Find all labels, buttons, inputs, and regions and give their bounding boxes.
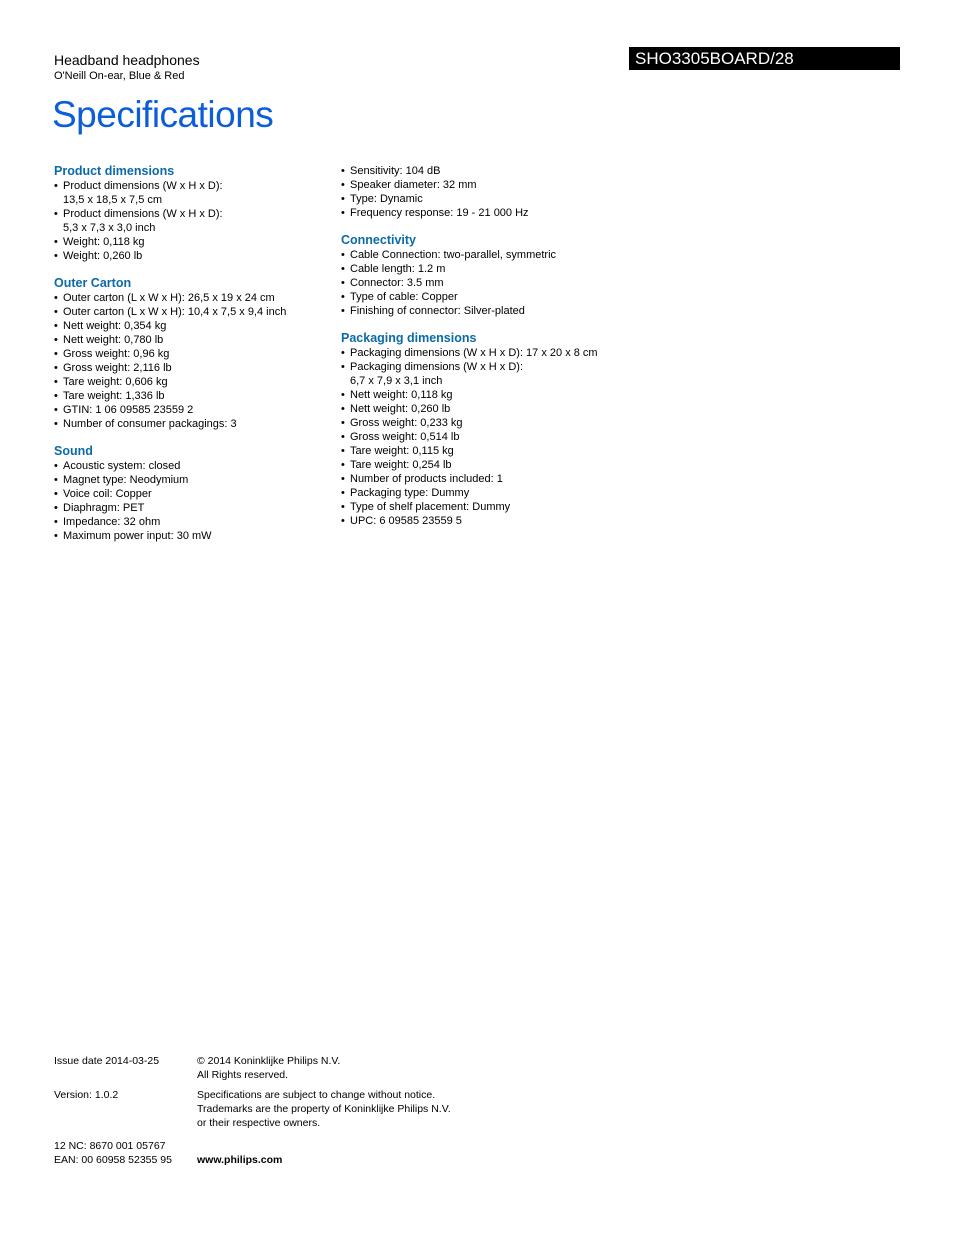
spec-item: • Acoustic system: closed	[54, 459, 329, 473]
spec-item: • GTIN: 1 06 09585 23559 2	[54, 403, 329, 417]
issue-date: Issue date 2014-03-25	[54, 1055, 160, 1067]
spec-section	[341, 331, 641, 528]
spec-item: • Tare weight: 1,336 lb	[54, 389, 329, 403]
page-title: Specifications	[52, 94, 274, 135]
spec-item: • Weight: 0,118 kg	[54, 235, 329, 249]
spec-section	[54, 164, 329, 263]
spec-item: • Number of consumer packagings: 3	[54, 417, 329, 431]
section-title: Sound	[54, 444, 93, 458]
spec-list	[54, 179, 329, 263]
spec-item: • Nett weight: 0,118 kg	[341, 388, 641, 402]
spec-section	[54, 444, 329, 543]
spec-item: • Gross weight: 0,233 kg	[341, 416, 641, 430]
version: Version: 1.0.2	[54, 1089, 119, 1101]
spec-list	[341, 164, 641, 220]
section-title: Product dimensions	[54, 164, 175, 178]
spec-item: • Weight: 0,260 lb	[54, 249, 329, 263]
spec-item: • Sensitivity: 104 dB	[341, 164, 641, 178]
spec-section	[341, 164, 641, 220]
copyright: © 2014 Koninklijke Philips N.V. All Rights reserved.	[197, 1055, 341, 1081]
spec-item: • Magnet type: Neodymium	[54, 473, 329, 487]
spec-item: • Diaphragm: PET	[54, 501, 329, 515]
spec-list	[341, 248, 641, 318]
spec-item: • Type of shelf placement: Dummy	[341, 500, 641, 514]
spec-item: • Cable Connection: two-parallel, symmetric	[341, 248, 641, 262]
spec-item: • UPC: 6 09585 23559 5	[341, 514, 641, 528]
terms-notice: Specifications are subject to change without notice. Trademarks are the property of Koninklijke Philips N.V. or their respective owners.	[197, 1089, 451, 1129]
spec-item: • Nett weight: 0,780 lb	[54, 333, 329, 347]
spec-item: • Gross weight: 2,116 lb	[54, 361, 329, 375]
spec-item: • Maximum power input: 30 mW	[54, 529, 329, 543]
section-title: Outer Carton	[54, 276, 132, 290]
spec-item: • Nett weight: 0,354 kg	[54, 319, 329, 333]
spec-item: • Outer carton (L x W x H): 10,4 x 7,5 x 9,4 inch	[54, 305, 329, 319]
model-number-badge: SHO3305BOARD/28	[629, 47, 900, 70]
spec-list	[341, 346, 641, 528]
spec-list	[54, 459, 329, 543]
spec-column-left	[54, 164, 329, 556]
spec-item: • Outer carton (L x W x H): 26,5 x 19 x 24 cm	[54, 291, 329, 305]
spec-item: • Type of cable: Copper	[341, 290, 641, 304]
spec-item: • Packaging dimensions (W x H x D): 6,7 x 7,9 x 3,1 inch	[341, 360, 641, 388]
spec-item: • Product dimensions (W x H x D): 5,3 x 7,3 x 3,0 inch	[54, 207, 329, 235]
website-link[interactable]: www.philips.com	[197, 1154, 283, 1166]
product-subtitle: O'Neill On-ear, Blue & Red	[54, 70, 185, 82]
spec-item: • Tare weight: 0,115 kg	[341, 444, 641, 458]
spec-item: • Finishing of connector: Silver-plated	[341, 304, 641, 318]
spec-item: • Impedance: 32 ohm	[54, 515, 329, 529]
spec-item: • Connector: 3.5 mm	[341, 276, 641, 290]
spec-item: • Speaker diameter: 32 mm	[341, 178, 641, 192]
spec-section	[341, 233, 641, 318]
spec-item: • Cable length: 1.2 m	[341, 262, 641, 276]
spec-section	[54, 276, 329, 431]
spec-item: • Product dimensions (W x H x D): 13,5 x 18,5 x 7,5 cm	[54, 179, 329, 207]
spec-item: • Type: Dynamic	[341, 192, 641, 206]
spec-item: • Frequency response: 19 - 21 000 Hz	[341, 206, 641, 220]
spec-list	[54, 291, 329, 431]
spec-item: • Voice coil: Copper	[54, 487, 329, 501]
spec-item: • Number of products included: 1	[341, 472, 641, 486]
nc-ean-codes: 12 NC: 8670 001 05767 EAN: 00 60958 52355 95	[54, 1140, 172, 1166]
spec-item: • Tare weight: 0,254 lb	[341, 458, 641, 472]
spec-column-right	[341, 164, 641, 541]
spec-item: • Nett weight: 0,260 lb	[341, 402, 641, 416]
spec-item: • Packaging dimensions (W x H x D): 17 x 20 x 8 cm	[341, 346, 641, 360]
spec-item: • Gross weight: 0,514 lb	[341, 430, 641, 444]
section-title: Packaging dimensions	[341, 331, 477, 345]
section-title: Connectivity	[341, 233, 417, 247]
spec-item: • Packaging type: Dummy	[341, 486, 641, 500]
spec-item: • Tare weight: 0,606 kg	[54, 375, 329, 389]
product-name: Headband headphones	[54, 52, 200, 68]
spec-item: • Gross weight: 0,96 kg	[54, 347, 329, 361]
